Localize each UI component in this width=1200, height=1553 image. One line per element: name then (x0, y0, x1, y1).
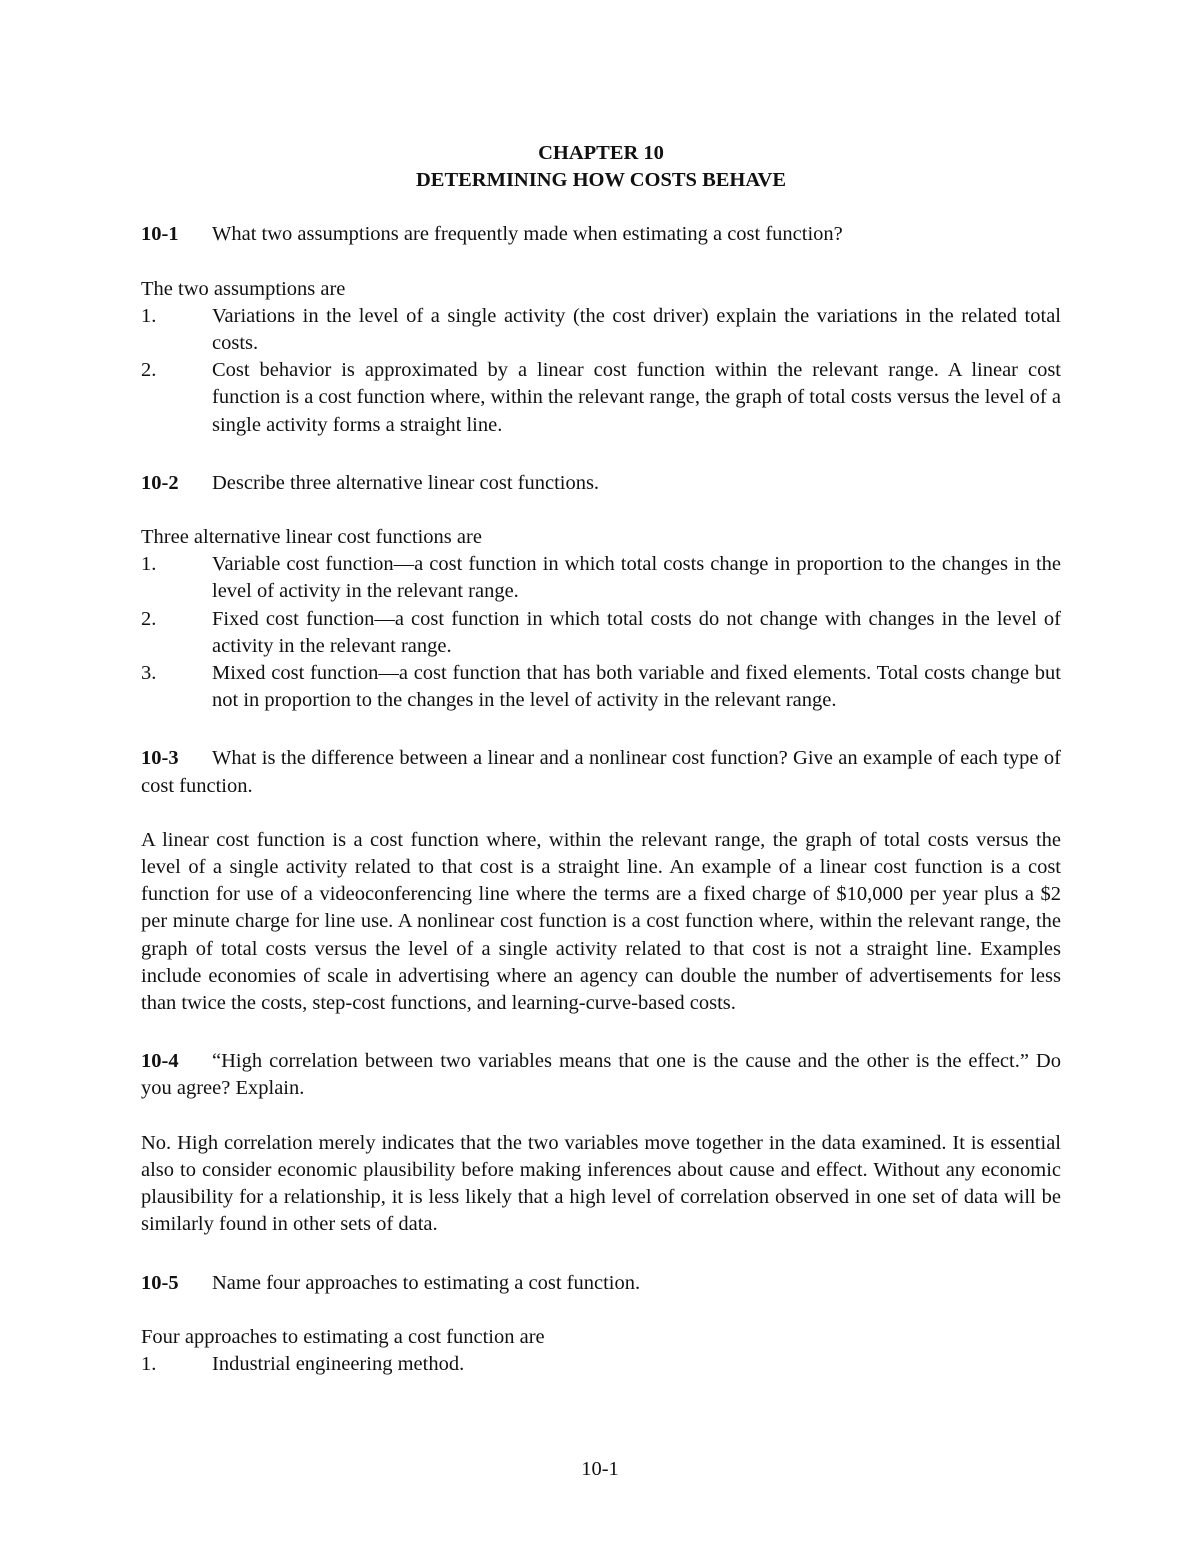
question-text: Name four approaches to estimating a cost function. (212, 1271, 641, 1294)
list-item-text: Mixed cost function—a cost function that has both variable and fixed elements. Total costs change but not in proportion to the changes in the level of activity in the relevant range. (212, 662, 1061, 712)
question-text: What is the difference between a linear and a nonlinear cost function? Give an example of each type of cost function. (141, 747, 1061, 797)
question-number: 10-4 (141, 1050, 179, 1073)
question-10-4 (141, 1048, 1061, 1102)
question-10-5 (141, 1270, 1061, 1297)
answer-intro: The two assumptions are (141, 277, 346, 300)
answer-list (141, 551, 1061, 714)
list-item-number: 2. (141, 607, 157, 630)
question-10-1 (141, 221, 1061, 248)
answer-intro: Four approaches to estimating a cost function are (141, 1325, 545, 1348)
list-item-text: Variable cost function—a cost function in which total costs change in proportion to the changes in the level of activity in the relevant range. (212, 553, 1061, 603)
document-page (141, 140, 1061, 1378)
answer-list (141, 303, 1061, 439)
list-item (141, 551, 1061, 605)
list-item-text: Industrial engineering method. (212, 1352, 465, 1375)
question-text: “High correlation between two variables means that one is the cause and the other is the effect.” Do you agree? Explain. (141, 1050, 1061, 1100)
list-item-text: Fixed cost function—a cost function in which total costs do not change with changes in the level of activity in the relevant range. (212, 607, 1061, 657)
question-number: 10-1 (141, 223, 179, 246)
list-item-number: 1. (141, 553, 157, 576)
list-item (141, 660, 1061, 714)
list-item (141, 1351, 1061, 1378)
list-item (141, 303, 1061, 357)
list-item (141, 357, 1061, 439)
answer-list (141, 1351, 1061, 1378)
question-number: 10-2 (141, 471, 179, 494)
question-text: What two assumptions are frequently made when estimating a cost function? (212, 223, 843, 246)
answer-intro: Three alternative linear cost functions are (141, 526, 482, 549)
chapter-number: CHAPTER 10 (538, 142, 664, 164)
question-10-3 (141, 745, 1061, 799)
list-item-text: Cost behavior is approximated by a linear cost function within the relevant range. A linear cost function is a cost function where, within the relevant range, the graph of total costs versus the level of a single activity forms a straight line. (212, 359, 1061, 436)
question-number: 10-3 (141, 747, 179, 770)
list-item (141, 606, 1061, 660)
question-10-2 (141, 470, 1061, 497)
chapter-title: DETERMINING HOW COSTS BEHAVE (415, 169, 787, 192)
answer-text: No. High correlation merely indicates that the two variables move together in the data examined. It is essential also to consider economic plausibility before making inferences about cause and effect. Without any economic plausibility for a relationship, it is less likely that a high level of correlation observed in one set of data will be similarly found in other sets of data. (141, 1131, 1061, 1236)
list-item-text: Variations in the level of a single activity (the cost driver) explain the variations in the related total costs. (212, 304, 1061, 355)
page-number: 10-1 (581, 1458, 619, 1480)
list-item-number: 1. (141, 304, 157, 327)
question-text: Describe three alternative linear cost functions. (212, 471, 600, 494)
answer-text: A linear cost function is a cost function where, within the relevant range, the graph of total costs versus the level of a single activity related to that cost is a straight line. An example of a linear cost function is a cost function for use of a videoconferencing line where the terms are a fixed charge of $10,000 per year plus a $2 per minute charge for line use. A nonlinear cost function is a cost function where, within the relevant range, the graph of total costs versus the level of a single activity related to that cost is not a straight line. Examples include economies of scale in advertising where an agency can double the number of advertisements for less than twice the costs, step-cost functions, and learning-curve-based costs. (141, 828, 1061, 1015)
list-item-number: 1. (141, 1352, 157, 1375)
question-number: 10-5 (141, 1271, 179, 1294)
list-item-number: 2. (141, 359, 157, 382)
list-item-number: 3. (141, 662, 157, 685)
